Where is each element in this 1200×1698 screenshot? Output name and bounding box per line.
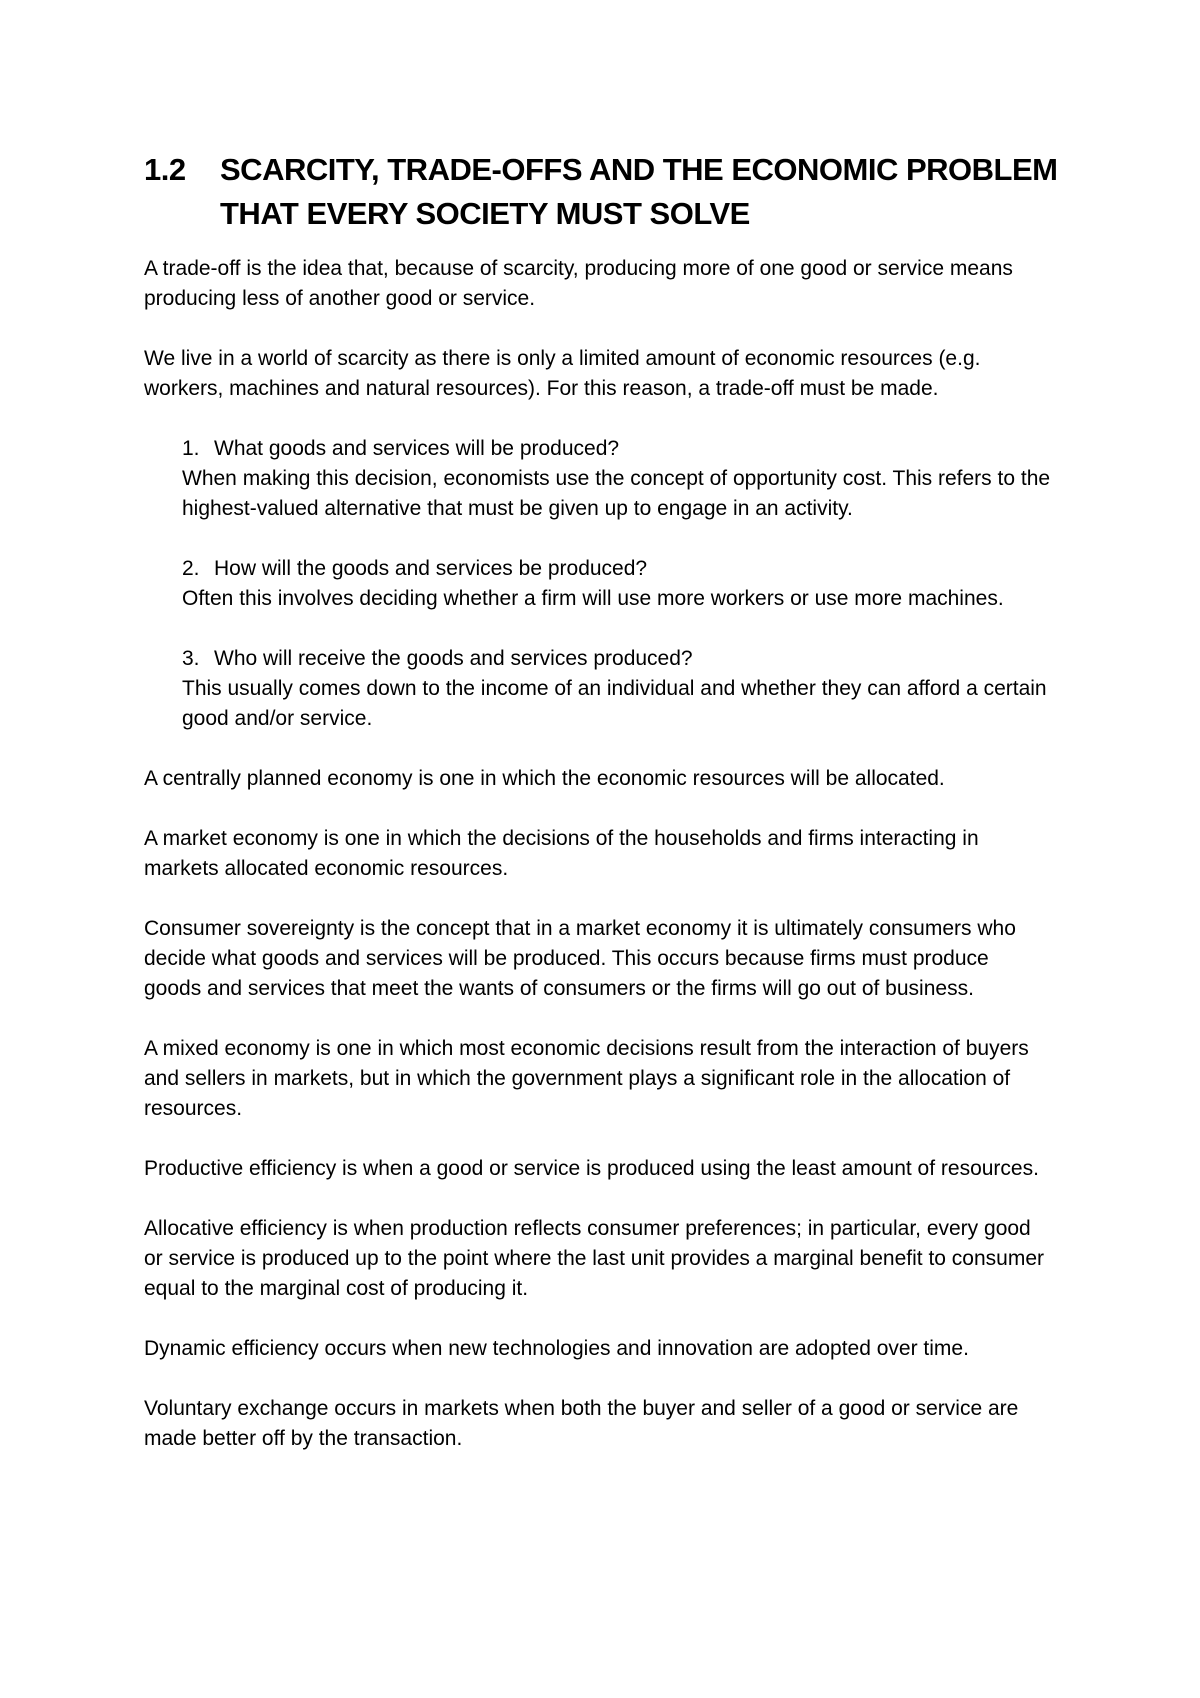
definition-allocative-efficiency: Allocative efficiency is when production reflects consumer preferences; in particular, every good or service is produced up to the point where the last unit provides a marginal benefit to consumer equal to the marginal cost of producing it.	[144, 1217, 1044, 1300]
list-item-how	[182, 554, 1080, 614]
definition-voluntary-exchange: Voluntary exchange occurs in markets when both the buyer and seller of a good or service are made better off by the transaction.	[144, 1397, 1019, 1450]
list-answer: When making this decision, economists use the concept of opportunity cost. This refers to the highest-valued alternative that must be given up to engage in an activity.	[182, 467, 1051, 520]
definition-centrally-planned: A centrally planned economy is one in which the economic resources will be allocated.	[144, 767, 945, 790]
section-heading	[144, 148, 1080, 236]
list-number: 2.	[182, 557, 200, 580]
definition-dynamic-efficiency: Dynamic efficiency occurs when new technologies and innovation are adopted over time.	[144, 1337, 969, 1360]
list-question: What goods and services will be produced?	[214, 437, 620, 460]
list-item-what	[182, 434, 1080, 524]
definition-productive-efficiency: Productive efficiency is when a good or service is produced using the least amount of resources.	[144, 1157, 1039, 1180]
definition-market-economy: A market economy is one in which the decisions of the households and firms interacting in markets allocated economic resources.	[144, 827, 979, 880]
section-title: SCARCITY, TRADE-OFFS AND THE ECONOMIC PROBLEM THAT EVERY SOCIETY MUST SOLVE	[220, 152, 1058, 231]
intro-trade-off: A trade-off is the idea that, because of scarcity, producing more of one good or service means producing less of another good or service.	[144, 257, 1013, 310]
section-number: 1.2	[144, 152, 186, 187]
list-answer: This usually comes down to the income of an individual and whether they can afford a certain good and/or service.	[182, 677, 1047, 730]
intro-scarcity: We live in a world of scarcity as there is only a limited amount of economic resources (e.g. workers, machines and natural resources). For this reason, a trade-off must be made.	[144, 347, 981, 400]
list-item-who	[182, 644, 1080, 734]
list-answer: Often this involves deciding whether a firm will use more workers or use more machines.	[182, 587, 1004, 610]
definition-consumer-sovereignty: Consumer sovereignty is the concept that in a market economy it is ultimately consumers who decide what goods and services will be produced. This occurs because firms must produce goods and services that meet the wants of consumers or the firms will go out of business.	[144, 917, 1016, 1000]
definition-mixed-economy: A mixed economy is one in which most economic decisions result from the interaction of buyers and sellers in markets, but in which the government plays a significant role in the allocation of resources.	[144, 1037, 1029, 1120]
list-number: 1.	[182, 437, 200, 460]
list-number: 3.	[182, 647, 200, 670]
list-question: Who will receive the goods and services produced?	[214, 647, 693, 670]
list-question: How will the goods and services be produced?	[214, 557, 648, 580]
